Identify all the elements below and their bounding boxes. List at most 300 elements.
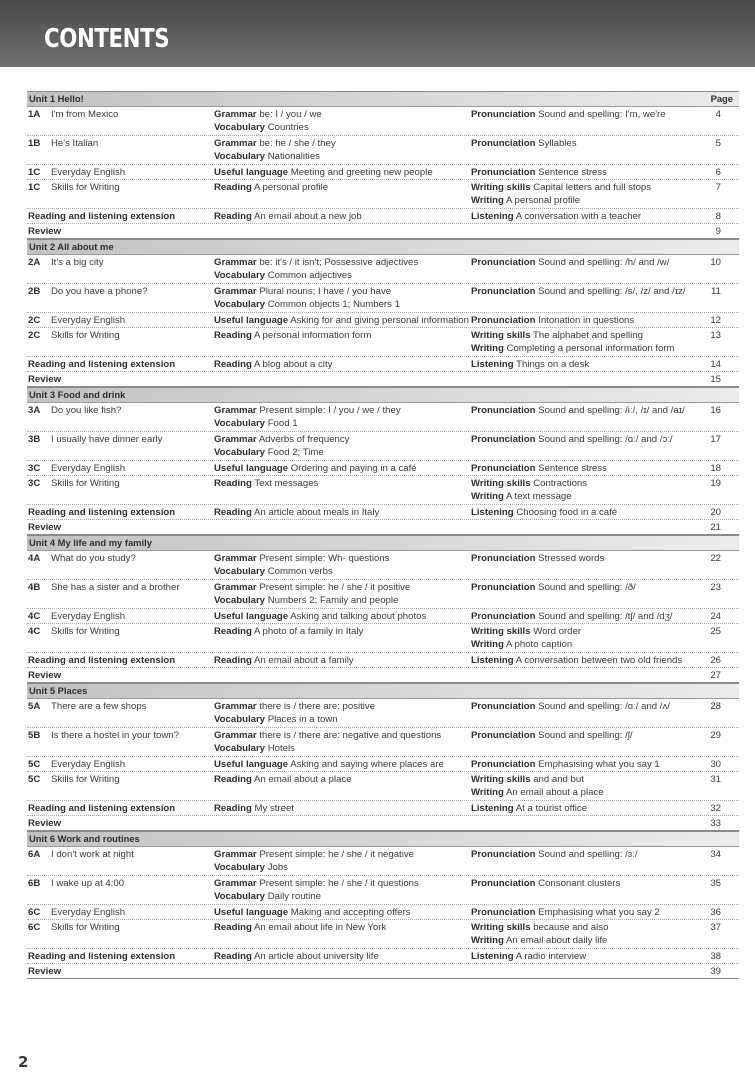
- cell-label: Vocabulary: [214, 743, 266, 754]
- page-column-label: Page: [710, 93, 733, 104]
- cell-label: Reading: [214, 626, 252, 637]
- lesson-title: Do you like fish?: [51, 405, 122, 416]
- cell-label: Pronunciation: [471, 553, 536, 564]
- cell-label: Writing: [471, 195, 504, 206]
- page-ref: 33: [710, 818, 721, 829]
- cell-line: [471, 404, 685, 417]
- cell-line: [214, 877, 419, 890]
- cell-line: [214, 108, 322, 121]
- cell-label: Grammar: [214, 434, 257, 445]
- extension-row: [27, 801, 739, 816]
- page-ref: 34: [710, 849, 721, 860]
- page-ref: 28: [710, 701, 721, 712]
- unit-header: [27, 91, 739, 107]
- cell-line: [214, 417, 401, 430]
- cell-line: [471, 108, 666, 121]
- pronunciation-skills-cell: [471, 802, 587, 815]
- cell-label: Useful language: [214, 611, 289, 622]
- cell-label: Pronunciation: [471, 701, 536, 712]
- cell-text: Sound and spelling: /h/ and /w/: [538, 257, 670, 268]
- cell-label: Writing skills: [471, 626, 531, 637]
- cell-label: Grammar: [214, 257, 257, 268]
- review-label: Review: [28, 818, 62, 829]
- cell-label: Writing skills: [471, 182, 531, 193]
- cell-line: [214, 950, 379, 963]
- lesson-row: [27, 432, 739, 461]
- grammar-vocab-cell: [214, 758, 444, 771]
- lesson-row: [27, 476, 739, 505]
- cell-text: A radio interview: [515, 951, 587, 962]
- cell-label: Pronunciation: [471, 463, 536, 474]
- cell-text: there is / there are: positive: [259, 701, 376, 712]
- cell-line: [471, 848, 638, 861]
- unit-title: Unit 5 Places: [29, 685, 88, 696]
- cell-line: [471, 934, 608, 947]
- lesson-row: [27, 699, 739, 728]
- cell-line: [471, 654, 682, 667]
- lesson-row: [27, 772, 739, 801]
- page-ref: 19: [710, 478, 721, 489]
- cell-label: Vocabulary: [214, 891, 266, 902]
- lesson-row: [27, 757, 739, 772]
- grammar-vocab-cell: [214, 654, 354, 667]
- contents-banner: [0, 0, 755, 67]
- cell-label: Grammar: [214, 286, 257, 297]
- pronunciation-skills-cell: [471, 285, 686, 298]
- lesson-title: He's Italian: [51, 138, 99, 149]
- cell-label: Reading: [214, 330, 252, 341]
- cell-label: Writing: [471, 639, 504, 650]
- extension-label: Reading and listening extension: [28, 359, 176, 370]
- grammar-vocab-cell: [214, 921, 386, 934]
- cell-label: Vocabulary: [214, 418, 266, 429]
- pronunciation-skills-cell: [471, 462, 607, 475]
- cell-label: Vocabulary: [214, 151, 266, 162]
- cell-text: Places in a town: [267, 714, 338, 725]
- cell-label: Reading: [214, 359, 252, 370]
- cell-line: [214, 581, 410, 594]
- grammar-vocab-cell: [214, 329, 371, 342]
- cell-text: A text message: [506, 491, 572, 502]
- cell-line: [214, 713, 375, 726]
- cell-text: An article about university life: [254, 951, 379, 962]
- cell-text: Making and accepting offers: [290, 907, 411, 918]
- page-ref: 13: [710, 330, 721, 341]
- page-ref: 11: [711, 286, 721, 297]
- lesson-row: [27, 728, 739, 757]
- cell-text: A photo caption: [506, 639, 573, 650]
- lesson-row: [27, 107, 739, 136]
- lesson-title: I don't work at night: [51, 849, 134, 860]
- lesson-row: [27, 580, 739, 609]
- review-row: [27, 224, 739, 239]
- cell-label: Vocabulary: [214, 566, 266, 577]
- cell-line: [214, 921, 386, 934]
- cell-text: A personal profile: [506, 195, 581, 206]
- cell-text: Intonation in questions: [538, 315, 635, 326]
- cell-line: [471, 729, 633, 742]
- cell-line: [214, 433, 349, 446]
- cell-label: Pronunciation: [471, 878, 536, 889]
- lesson-row: [27, 313, 739, 328]
- cell-line: [214, 210, 362, 223]
- page-ref: 5: [715, 138, 721, 149]
- cell-text: An email about a family: [254, 655, 354, 666]
- cell-line: [471, 256, 669, 269]
- lesson-code: 2C: [28, 330, 41, 341]
- grammar-vocab-cell: [214, 256, 418, 282]
- cell-text: Sentence stress: [538, 167, 607, 178]
- page-ref: 24: [710, 611, 721, 622]
- cell-line: [214, 477, 318, 490]
- pronunciation-skills-cell: [471, 329, 675, 355]
- grammar-vocab-cell: [214, 506, 379, 519]
- cell-text: Sentence stress: [538, 463, 607, 474]
- page-ref: 14: [710, 359, 721, 370]
- cell-line: [471, 906, 660, 919]
- grammar-vocab-cell: [214, 552, 389, 578]
- cell-label: Pronunciation: [471, 434, 536, 445]
- grammar-vocab-cell: [214, 625, 363, 638]
- page-ref: 6: [715, 167, 721, 178]
- lesson-title: Everyday English: [51, 907, 126, 918]
- lesson-row: [27, 905, 739, 920]
- pronunciation-skills-cell: [471, 610, 672, 623]
- page-ref: 16: [710, 405, 721, 416]
- page-ref: 27: [710, 670, 721, 681]
- lesson-code: 3C: [28, 463, 41, 474]
- cell-text: Common verbs: [267, 566, 333, 577]
- cell-label: Pronunciation: [471, 257, 536, 268]
- cell-text: Sound and spelling: /ʃ/: [538, 730, 633, 741]
- cell-text: Food 2; Time: [267, 447, 324, 458]
- lesson-code: 1C: [28, 167, 41, 178]
- lesson-title: Everyday English: [51, 315, 126, 326]
- cell-text: and and but: [533, 774, 584, 785]
- cell-label: Grammar: [214, 138, 257, 149]
- pronunciation-skills-cell: [471, 404, 685, 417]
- unit-title: Unit 1 Hello!: [29, 93, 84, 104]
- page-ref: 20: [710, 507, 721, 518]
- cell-text: Daily routine: [267, 891, 322, 902]
- pronunciation-skills-cell: [471, 906, 660, 919]
- lesson-title: Skills for Writing: [51, 330, 120, 341]
- extension-label: Reading and listening extension: [28, 507, 176, 518]
- cell-line: [214, 654, 354, 667]
- cell-label: Grammar: [214, 701, 257, 712]
- review-row: [27, 372, 739, 387]
- cell-text: Food 1: [267, 418, 298, 429]
- cell-text: My street: [254, 803, 294, 814]
- cell-text: An email about life in New York: [254, 922, 387, 933]
- lesson-title: Everyday English: [51, 463, 126, 474]
- cell-label: Listening: [471, 507, 514, 518]
- pronunciation-skills-cell: [471, 210, 641, 223]
- cell-line: [214, 565, 389, 578]
- lesson-code: 3A: [28, 405, 41, 416]
- lesson-title: I usually have dinner early: [51, 434, 163, 445]
- lesson-code: 2C: [28, 315, 41, 326]
- cell-line: [471, 921, 608, 934]
- cell-text: be: it's / it isn't; Possessive adjectives: [259, 257, 419, 268]
- review-row: [27, 816, 739, 831]
- page-ref: 37: [710, 922, 721, 933]
- page-ref: 22: [710, 553, 721, 564]
- cell-text: Nationalities: [267, 151, 320, 162]
- cell-line: [214, 594, 410, 607]
- lesson-code: 1A: [28, 109, 41, 120]
- grammar-vocab-cell: [214, 404, 401, 430]
- cell-text: Sound and spelling: /ɑː/ and /ɔː/: [538, 434, 673, 445]
- lesson-row: [27, 403, 739, 432]
- cell-text: Sound and spelling: /tʃ/ and /dʒ/: [538, 611, 673, 622]
- page-ref: 4: [715, 109, 721, 120]
- cell-text: Jobs: [267, 862, 288, 873]
- cell-text: Ordering and paying in a café: [290, 463, 417, 474]
- cell-line: [471, 581, 636, 594]
- cell-text: An email about a place: [506, 787, 604, 798]
- lesson-title: Everyday English: [51, 759, 126, 770]
- page-ref: 31: [710, 774, 721, 785]
- cell-label: Pronunciation: [471, 138, 536, 149]
- grammar-vocab-cell: [214, 181, 328, 194]
- page-ref: 35: [710, 878, 721, 889]
- cell-text: Asking for and giving personal information: [290, 315, 469, 326]
- cell-label: Useful language: [214, 315, 289, 326]
- lesson-code: 4B: [28, 582, 41, 593]
- cell-text: Sound and spelling: /s/, /z/ and /ɪz/: [538, 286, 686, 297]
- pronunciation-skills-cell: [471, 358, 589, 371]
- lesson-row: [27, 328, 739, 357]
- pronunciation-skills-cell: [471, 256, 669, 269]
- cell-line: [471, 490, 587, 503]
- lesson-title: It's a big city: [51, 257, 104, 268]
- cell-label: Grammar: [214, 730, 257, 741]
- pronunciation-skills-cell: [471, 137, 577, 150]
- lesson-code: 4C: [28, 611, 41, 622]
- cell-line: [214, 404, 401, 417]
- grammar-vocab-cell: [214, 802, 294, 815]
- lesson-code: 2A: [28, 257, 41, 268]
- cell-line: [214, 906, 411, 919]
- lesson-title: Is there a hostel in your town?: [51, 730, 179, 741]
- cell-label: Listening: [471, 951, 514, 962]
- pronunciation-skills-cell: [471, 166, 607, 179]
- lesson-code: 6C: [28, 922, 41, 933]
- pronunciation-skills-cell: [471, 921, 608, 947]
- lesson-row: [27, 180, 739, 209]
- cell-label: Writing skills: [471, 478, 531, 489]
- cell-label: Reading: [214, 211, 252, 222]
- cell-label: Grammar: [214, 849, 257, 860]
- pronunciation-skills-cell: [471, 700, 670, 713]
- pronunciation-skills-cell: [471, 877, 620, 890]
- cell-line: [214, 358, 332, 371]
- lesson-row: [27, 920, 739, 949]
- cell-line: [471, 625, 581, 638]
- lesson-row: [27, 624, 739, 653]
- cell-line: [471, 758, 660, 771]
- cell-label: Grammar: [214, 553, 257, 564]
- cell-label: Reading: [214, 803, 252, 814]
- pronunciation-skills-cell: [471, 477, 587, 503]
- cell-label: Grammar: [214, 878, 257, 889]
- review-label: Review: [28, 670, 62, 681]
- lesson-code: 6A: [28, 849, 41, 860]
- cell-label: Writing skills: [471, 922, 531, 933]
- cell-line: [214, 742, 441, 755]
- cell-line: [214, 610, 426, 623]
- unit-header: [27, 683, 739, 699]
- cell-line: [214, 181, 328, 194]
- cell-text: At a tourist office: [515, 803, 588, 814]
- lesson-row: [27, 284, 739, 313]
- cell-line: [471, 137, 577, 150]
- cell-text: Consonant clusters: [538, 878, 621, 889]
- cell-line: [214, 314, 469, 327]
- pronunciation-skills-cell: [471, 314, 634, 327]
- lesson-code: 4A: [28, 553, 41, 564]
- lesson-code: 5B: [28, 730, 41, 741]
- cell-line: [214, 329, 371, 342]
- review-row: [27, 520, 739, 535]
- cell-text: An email about a place: [254, 774, 352, 785]
- cell-line: [214, 552, 389, 565]
- cell-label: Writing skills: [471, 330, 531, 341]
- cell-text: Present simple: he / she / it negative: [259, 849, 414, 860]
- page-ref: 8: [715, 211, 721, 222]
- cell-text: be: he / she / they: [259, 138, 336, 149]
- cell-line: [471, 802, 587, 815]
- lesson-row: [27, 551, 739, 580]
- extension-label: Reading and listening extension: [28, 951, 176, 962]
- cell-text: Word order: [533, 626, 582, 637]
- pronunciation-skills-cell: [471, 181, 651, 207]
- page-title: CONTENTS: [44, 24, 170, 54]
- cell-label: Pronunciation: [471, 907, 536, 918]
- cell-label: Pronunciation: [471, 109, 536, 120]
- unit-header: [27, 535, 739, 551]
- lesson-row: [27, 461, 739, 476]
- cell-label: Writing skills: [471, 774, 531, 785]
- cell-line: [214, 462, 417, 475]
- lesson-code: 4C: [28, 626, 41, 637]
- extension-row: [27, 505, 739, 520]
- page-ref: 32: [710, 803, 721, 814]
- page-ref: 21: [710, 522, 721, 533]
- page-ref: 36: [710, 907, 721, 918]
- lesson-title: Skills for Writing: [51, 182, 120, 193]
- cell-text: Plural nouns; I have / you have: [259, 286, 392, 297]
- cell-label: Reading: [214, 774, 252, 785]
- lesson-title: Skills for Writing: [51, 478, 120, 489]
- cell-text: Countries: [267, 122, 309, 133]
- cell-text: An email about daily life: [506, 935, 608, 946]
- cell-line: [214, 285, 400, 298]
- cell-label: Pronunciation: [471, 611, 536, 622]
- cell-text: Stressed words: [538, 553, 605, 564]
- cell-line: [214, 446, 349, 459]
- cell-text: A personal information form: [254, 330, 372, 341]
- unit-title: Unit 6 Work and routines: [29, 833, 140, 844]
- cell-text: A photo of a family in Italy: [254, 626, 364, 637]
- cell-label: Reading: [214, 182, 252, 193]
- cell-text: Completing a personal information form: [506, 343, 675, 354]
- cell-text: An article about meals in Italy: [254, 507, 380, 518]
- cell-line: [471, 638, 581, 651]
- cell-text: be: I / you / we: [259, 109, 322, 120]
- table-of-contents: [27, 91, 739, 979]
- page-ref: 39: [710, 966, 721, 977]
- pronunciation-skills-cell: [471, 552, 604, 565]
- cell-label: Reading: [214, 655, 252, 666]
- lesson-row: [27, 255, 739, 284]
- cell-label: Pronunciation: [471, 315, 536, 326]
- lesson-code: 6C: [28, 907, 41, 918]
- grammar-vocab-cell: [214, 433, 349, 459]
- cell-line: [471, 329, 675, 342]
- grammar-vocab-cell: [214, 848, 414, 874]
- cell-line: [214, 848, 414, 861]
- cell-label: Listening: [471, 359, 514, 370]
- lesson-row: [27, 609, 739, 624]
- cell-line: [471, 773, 604, 786]
- pronunciation-skills-cell: [471, 758, 660, 771]
- cell-label: Pronunciation: [471, 582, 536, 593]
- pronunciation-skills-cell: [471, 506, 617, 519]
- grammar-vocab-cell: [214, 358, 332, 371]
- grammar-vocab-cell: [214, 773, 352, 786]
- cell-line: [471, 786, 604, 799]
- lesson-title: There are a few shops: [51, 701, 147, 712]
- cell-line: [214, 890, 419, 903]
- cell-line: [471, 210, 641, 223]
- cell-text: Things on a desk: [516, 359, 590, 370]
- cell-line: [214, 506, 379, 519]
- unit-title: Unit 4 My life and my family: [29, 537, 152, 548]
- cell-line: [471, 552, 604, 565]
- extension-label: Reading and listening extension: [28, 211, 176, 222]
- page-ref: 7: [715, 182, 721, 193]
- grammar-vocab-cell: [214, 137, 336, 163]
- cell-text: Present simple: he / she / it questions: [259, 878, 419, 889]
- cell-line: [471, 950, 586, 963]
- cell-line: [471, 610, 672, 623]
- cell-label: Writing: [471, 787, 504, 798]
- cell-text: Sound and spelling: /iː/, /ɪ/ and /aɪ/: [538, 405, 685, 416]
- cell-line: [214, 802, 294, 815]
- page-ref: 26: [710, 655, 721, 666]
- unit-header: [27, 239, 739, 255]
- cell-line: [214, 137, 336, 150]
- cell-label: Useful language: [214, 907, 289, 918]
- cell-text: there is / there are: negative and questions: [259, 730, 442, 741]
- cell-text: Sound and spelling: I'm, we're: [538, 109, 666, 120]
- page-ref: 23: [710, 582, 721, 593]
- cell-line: [214, 773, 352, 786]
- cell-text: Present simple: he / she / it positive: [259, 582, 411, 593]
- cell-text: because and also: [533, 922, 609, 933]
- page-ref: 38: [710, 951, 721, 962]
- page-ref: 29: [710, 730, 721, 741]
- cell-label: Vocabulary: [214, 299, 266, 310]
- review-label: Review: [28, 522, 62, 533]
- cell-text: Contractions: [533, 478, 588, 489]
- lesson-code: 5C: [28, 774, 41, 785]
- cell-label: Vocabulary: [214, 862, 266, 873]
- lesson-code: 6B: [28, 878, 41, 889]
- cell-text: Meeting and greeting new people: [290, 167, 433, 178]
